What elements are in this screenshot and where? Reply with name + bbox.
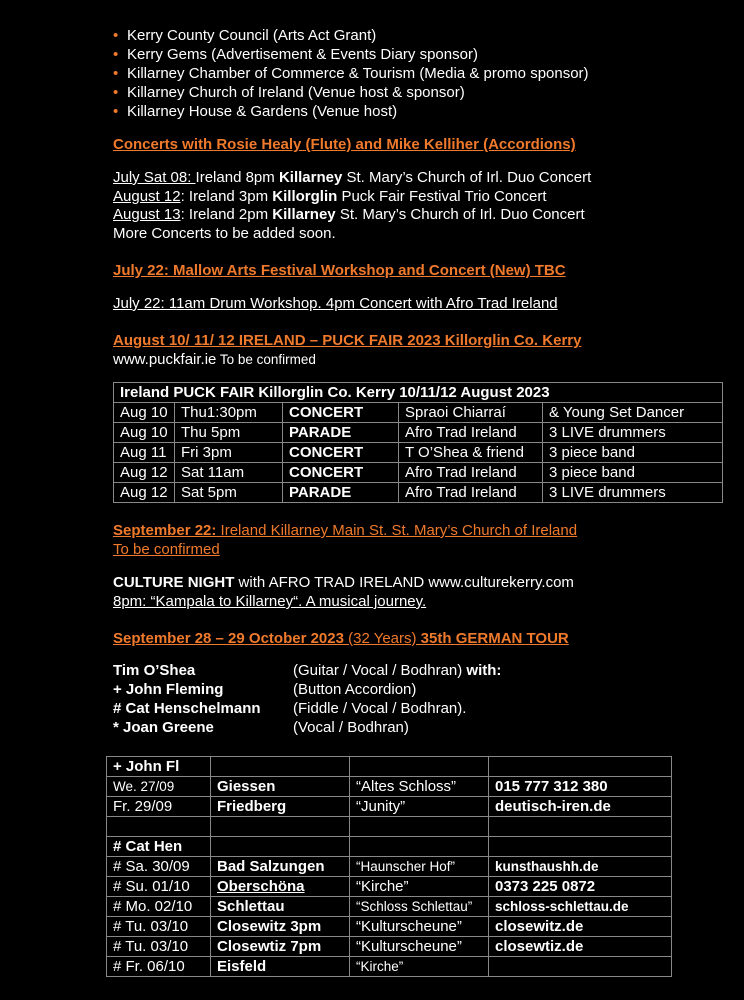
concert-venue: St. Mary’s Church of Irl. Duo Concert <box>335 206 585 223</box>
concert-date: August 12 <box>113 188 181 205</box>
sept22-line <box>113 521 577 540</box>
member-role: (Button Accordion) <box>293 681 417 698</box>
cell-venue: “Schloss Schlettau” <box>350 897 489 917</box>
culture-title: CULTURE NIGHT <box>113 574 235 591</box>
sept22-text: Ireland Killarney Main St. St. Mary’s Church of Ireland <box>216 522 578 539</box>
cell-act: Afro Trad Ireland <box>399 423 543 443</box>
cell-type: CONCERT <box>283 403 399 423</box>
cell-date: # Mo. 02/10 <box>107 897 211 917</box>
bullet-icon: • <box>113 84 119 101</box>
puck-url-line <box>113 350 316 369</box>
concert-date: July Sat 08: <box>113 169 196 186</box>
group-label: # Cat Hen <box>107 837 211 857</box>
concert-date: August 13 <box>113 206 181 223</box>
cell-time: Thu1:30pm <box>175 403 283 423</box>
table-row <box>107 917 672 937</box>
sponsor-text: Killarney House & Gardens (Venue host) <box>127 103 398 120</box>
member-row <box>113 680 501 699</box>
concert-time: : Ireland 3pm <box>180 188 273 205</box>
table-row <box>107 837 672 857</box>
cell-note: 3 piece band <box>543 463 723 483</box>
cell-empty <box>489 817 672 837</box>
puck-url: www.puckfair.ie <box>113 351 217 368</box>
member-name: # Cat Henschelmann <box>113 700 261 717</box>
rosie-more: More Concerts to be added soon. <box>113 225 336 242</box>
rosie-row <box>113 187 547 206</box>
cell-empty <box>489 757 672 777</box>
cell-date: We. 27/09 <box>107 777 211 797</box>
table-row <box>107 937 672 957</box>
sept22-label: September 22: <box>113 522 217 539</box>
member-name: + John Fleming <box>113 681 224 698</box>
rosie-row <box>113 168 591 187</box>
cell-type: PARADE <box>283 423 399 443</box>
cell-date: Fr. 29/09 <box>107 797 211 817</box>
sponsor-text: Killarney Church of Ireland (Venue host & sponsor) <box>127 84 465 101</box>
cell-date: # Tu. 03/10 <box>107 937 211 957</box>
puck-heading: August 10/ 11/ 12 IRELAND – PUCK FAIR 2023 Killorglin Co. Kerry <box>113 332 582 349</box>
cell-town: Closewtiz 7pm <box>211 937 350 957</box>
band-members <box>113 661 501 737</box>
table-row <box>107 897 672 917</box>
concert-venue: St. Mary’s Church of Irl. Duo Concert <box>342 169 592 186</box>
german-heading <box>113 629 569 648</box>
rosie-heading: Concerts with Rosie Healy (Flute) and Mike Kelliher (Accordions) <box>113 136 576 153</box>
german-tour: 35th GERMAN TOUR <box>416 630 569 647</box>
culture-detail: 8pm: “Kampala to Killarney“. A musical journey. <box>113 593 427 610</box>
table-row <box>107 757 672 777</box>
cell-town: Closewitz 3pm <box>211 917 350 937</box>
cell-venue: “Kulturscheune” <box>350 937 489 957</box>
cell-contact: kunsthaushh.de <box>489 857 672 877</box>
puck-confirm: To be confirmed <box>216 352 316 367</box>
cell-date: Aug 10 <box>114 403 175 423</box>
bullet-icon: • <box>113 103 119 120</box>
cell-time: Fri 3pm <box>175 443 283 463</box>
cell-town: Oberschöna <box>211 877 350 897</box>
table-row <box>107 817 672 837</box>
cell-note: 3 LIVE drummers <box>543 423 723 443</box>
cell-contact: schloss-schlettau.de <box>489 897 672 917</box>
cell-note: 3 LIVE drummers <box>543 483 723 503</box>
concert-time: Ireland 8pm <box>195 169 279 186</box>
puck-table-title: Ireland PUCK FAIR Killorglin Co. Kerry 10/11/12 August 2023 <box>114 383 723 403</box>
cell-time: Sat 11am <box>175 463 283 483</box>
member-name: Tim O’Shea <box>113 662 196 679</box>
table-row <box>107 877 672 897</box>
group-label: + John Fl <box>107 757 211 777</box>
cell-act: Afro Trad Ireland <box>399 463 543 483</box>
cell-venue: “Haunscher Hof” <box>350 857 489 877</box>
tour-table <box>106 756 672 977</box>
cell-act: T O’Shea & friend <box>399 443 543 463</box>
cell-time: Sat 5pm <box>175 483 283 503</box>
sponsor-text: Kerry County Council (Arts Act Grant) <box>127 27 377 44</box>
cell-date: Aug 12 <box>114 483 175 503</box>
concert-place: Killarney <box>278 169 343 186</box>
culture-line <box>113 573 574 592</box>
cell-venue: “Kirche” <box>350 877 489 897</box>
sponsor-list <box>113 26 589 121</box>
cell-date: Aug 11 <box>114 443 175 463</box>
cell-venue: “Junity” <box>350 797 489 817</box>
cell-empty <box>350 837 489 857</box>
cell-venue: “Kulturscheune” <box>350 917 489 937</box>
cell-empty <box>350 817 489 837</box>
concert-time: : Ireland 2pm <box>180 206 273 223</box>
cell-note: & Young Set Dancer <box>543 403 723 423</box>
bullet-icon: • <box>113 65 119 82</box>
cell-act: Afro Trad Ireland <box>399 483 543 503</box>
sponsor-text: Killarney Chamber of Commerce & Tourism (Media & promo sponsor) <box>127 65 589 82</box>
german-dates: September 28 – 29 October 2023 <box>113 630 344 647</box>
mallow-heading: July 22: Mallow Arts Festival Workshop and Concert (New) TBC <box>113 262 566 279</box>
table-row <box>114 383 723 403</box>
rosie-row <box>113 205 585 224</box>
member-name: * Joan Greene <box>113 719 214 736</box>
mallow-line: July 22: 11am Drum Workshop. 4pm Concert with Afro Trad Ireland <box>113 295 558 312</box>
cell-venue: “Kirche” <box>350 957 489 977</box>
german-years: (32 Years) <box>343 630 417 647</box>
cell-empty <box>211 817 350 837</box>
table-row <box>107 957 672 977</box>
concert-place: Killarney <box>272 206 336 223</box>
sept22-confirm: To be confirmed <box>113 541 220 558</box>
member-role: (Guitar / Vocal / Bodhran) <box>293 662 467 679</box>
cell-contact: 015 777 312 380 <box>489 777 672 797</box>
table-row <box>107 857 672 877</box>
cell-date: # Sa. 30/09 <box>107 857 211 877</box>
cell-contact: closewtiz.de <box>489 937 672 957</box>
cell-type: PARADE <box>283 483 399 503</box>
cell-empty <box>211 837 350 857</box>
cell-town: Giessen <box>211 777 350 797</box>
list-item <box>113 45 589 64</box>
sponsor-text: Kerry Gems (Advertisement & Events Diary sponsor) <box>127 46 478 63</box>
member-extra: with: <box>466 662 502 679</box>
member-role: (Fiddle / Vocal / Bodhran). <box>293 700 467 717</box>
cell-empty <box>489 837 672 857</box>
cell-date: # Su. 01/10 <box>107 877 211 897</box>
list-item <box>113 26 589 45</box>
cell-town: Eisfeld <box>211 957 350 977</box>
cell-date: Aug 10 <box>114 423 175 443</box>
cell-empty <box>350 757 489 777</box>
cell-town: Friedberg <box>211 797 350 817</box>
cell-act: Spraoi Chiarraí <box>399 403 543 423</box>
member-row <box>113 718 501 737</box>
table-row <box>114 443 723 463</box>
cell-type: CONCERT <box>283 463 399 483</box>
cell-contact: closewitz.de <box>489 917 672 937</box>
cell-date: # Fr. 06/10 <box>107 957 211 977</box>
cell-date: # Tu. 03/10 <box>107 917 211 937</box>
bullet-icon: • <box>113 27 119 44</box>
cell-contact: 0373 225 0872 <box>489 877 672 897</box>
list-item <box>113 83 589 102</box>
table-row <box>107 777 672 797</box>
cell-type: CONCERT <box>283 443 399 463</box>
bullet-icon: • <box>113 46 119 63</box>
concert-place: Killorglin <box>272 188 338 205</box>
list-item <box>113 64 589 83</box>
table-row <box>114 463 723 483</box>
member-row <box>113 699 501 718</box>
cell-venue: “Altes Schloss” <box>350 777 489 797</box>
cell-time: Thu 5pm <box>175 423 283 443</box>
concert-venue: Puck Fair Festival Trio Concert <box>337 188 547 205</box>
cell-note: 3 piece band <box>543 443 723 463</box>
cell-date: Aug 12 <box>114 463 175 483</box>
cell-contact: deutisch-iren.de <box>489 797 672 817</box>
puck-table <box>113 382 723 503</box>
table-row <box>114 403 723 423</box>
member-role: (Vocal / Bodhran) <box>293 719 409 736</box>
cell-contact <box>489 957 672 977</box>
table-row <box>107 797 672 817</box>
table-row <box>114 483 723 503</box>
cell-town: Bad Salzungen <box>211 857 350 877</box>
cell-town: Schlettau <box>211 897 350 917</box>
list-item <box>113 102 589 121</box>
table-row <box>114 423 723 443</box>
cell-empty <box>211 757 350 777</box>
cell-empty <box>107 817 211 837</box>
culture-text: with AFRO TRAD IRELAND www.culturekerry.com <box>234 574 574 591</box>
member-row <box>113 661 501 680</box>
